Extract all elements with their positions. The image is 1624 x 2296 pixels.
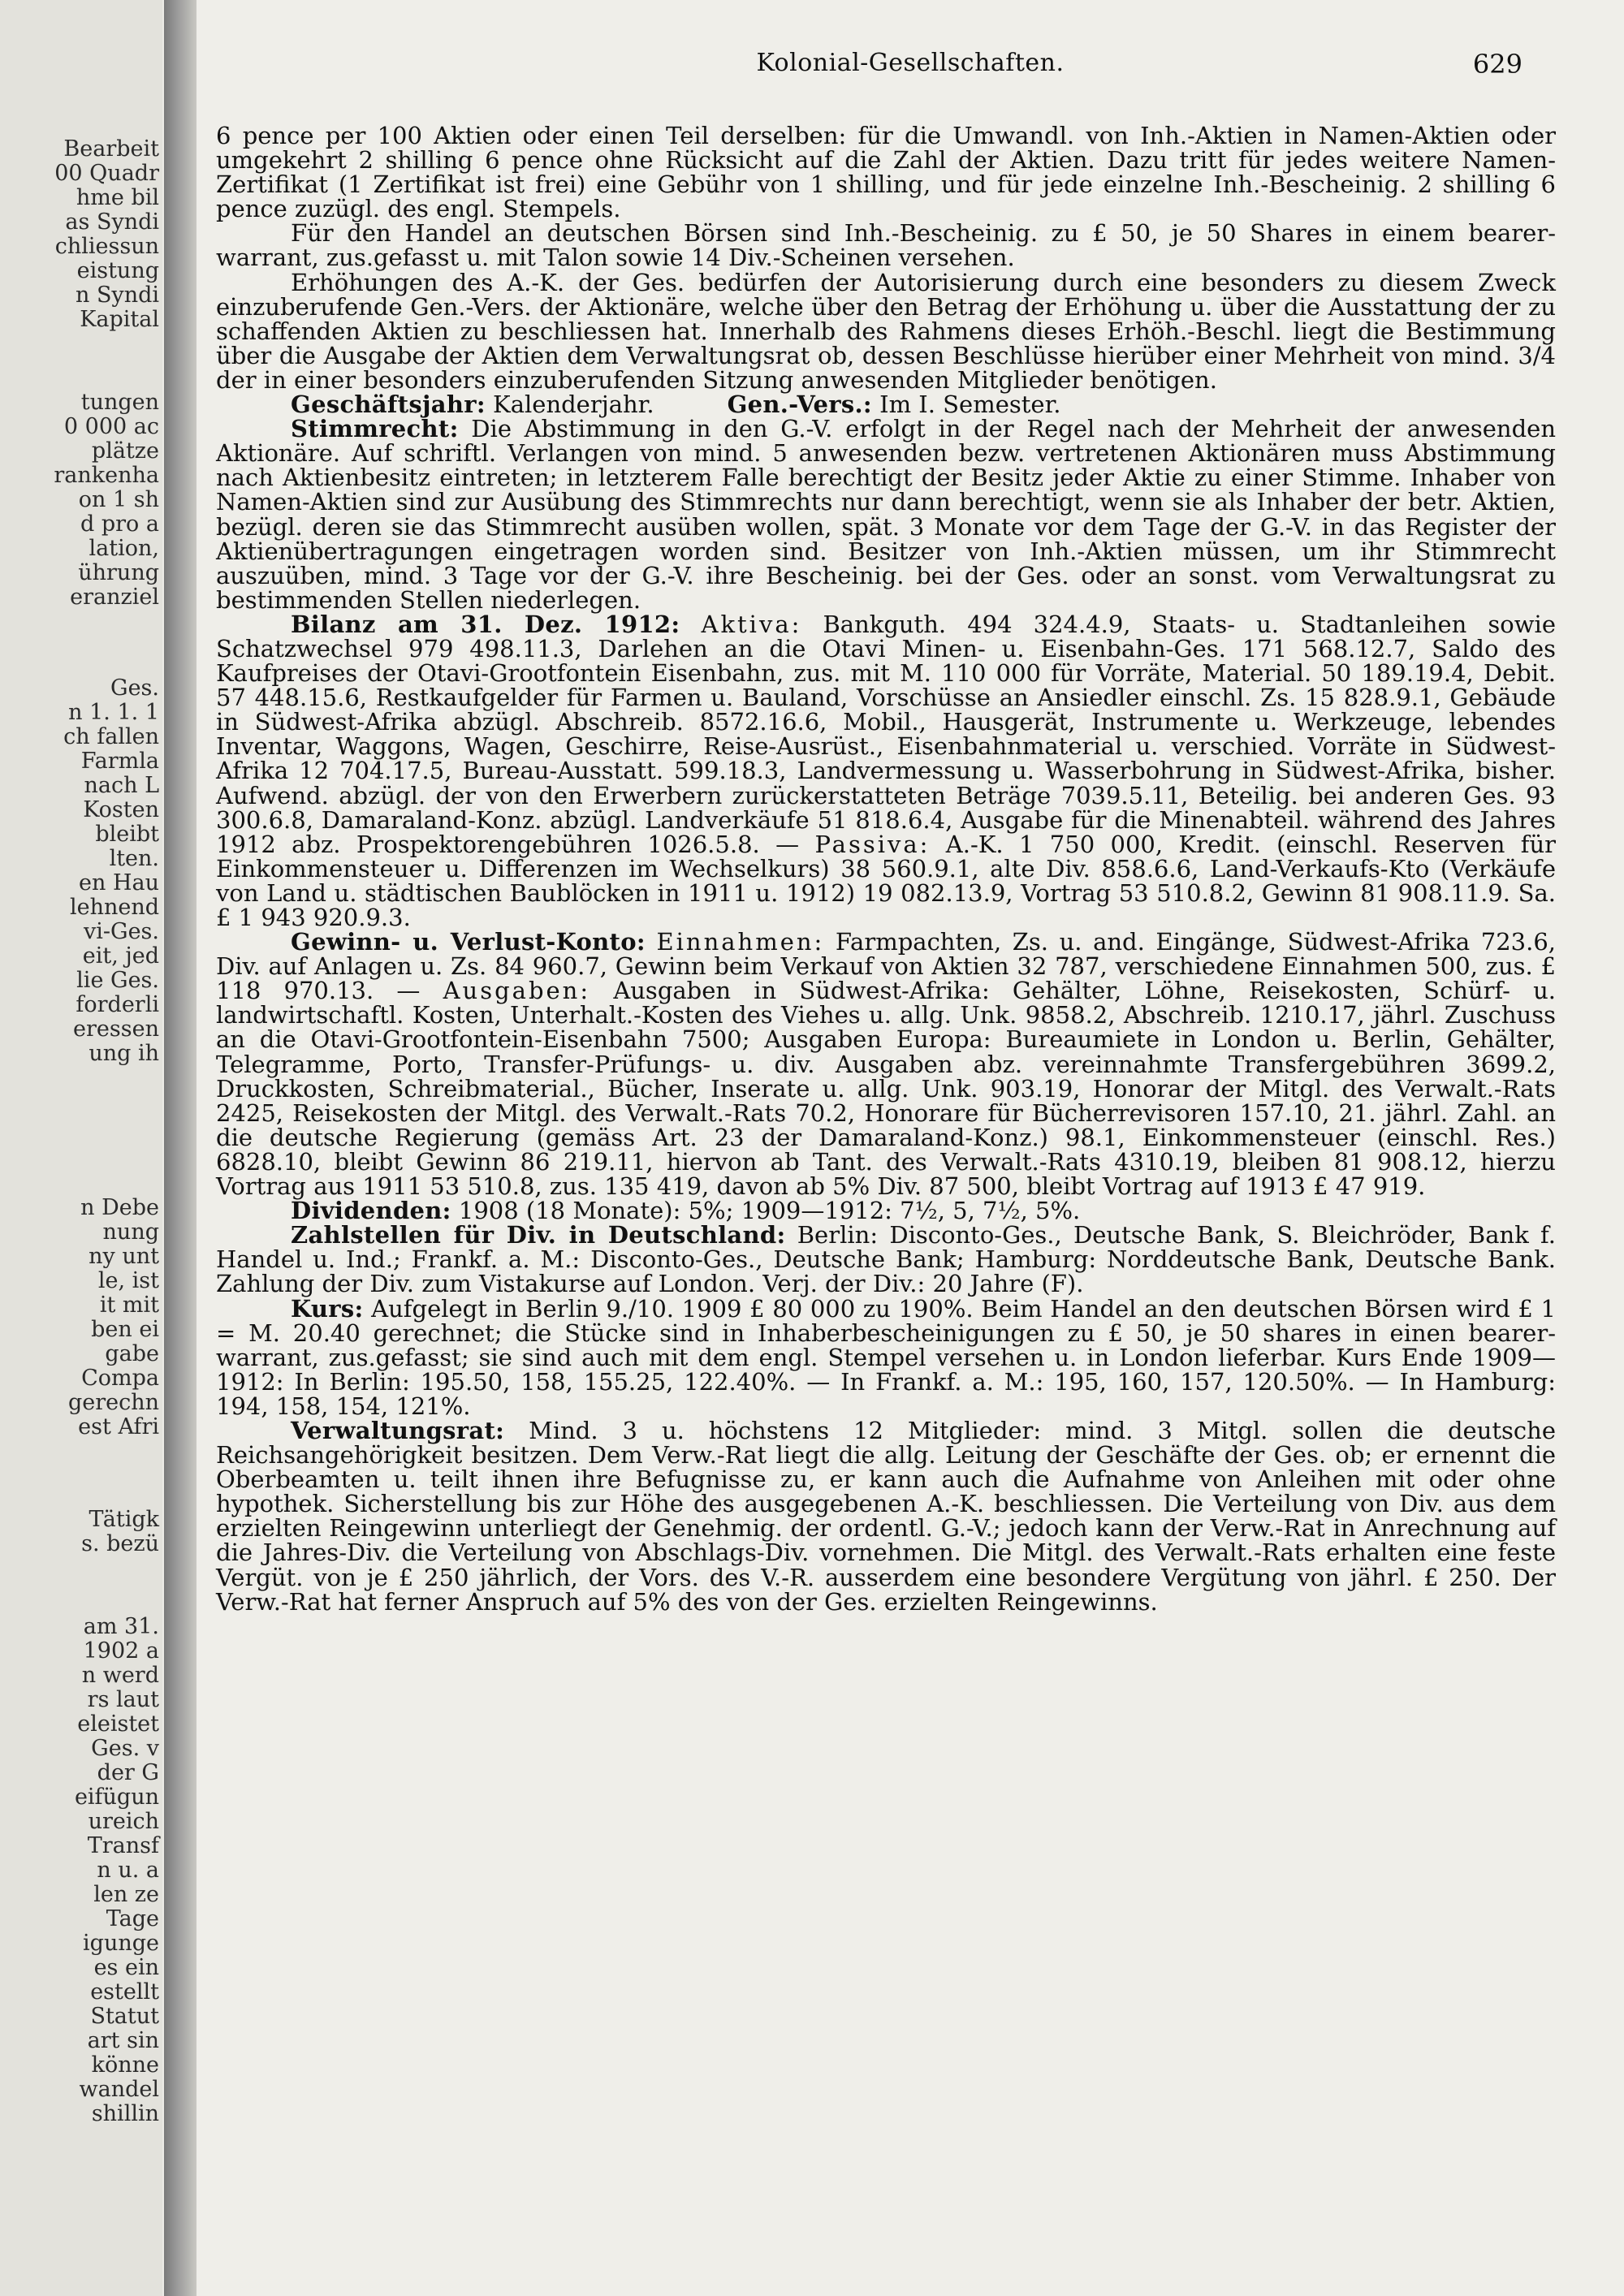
left-page-fragment: nach L — [84, 773, 159, 798]
page-number: 629 — [1472, 49, 1522, 80]
left-page-fragment: igunge — [83, 1931, 159, 1956]
passiva-label: Passiva: — [814, 830, 931, 858]
left-page-fragment: n werd — [81, 1663, 159, 1688]
left-page-fragment: 0 000 ac — [63, 414, 159, 439]
verwaltungsrat-text: Mind. 3 u. höchstens 12 Mitglieder: mind. 3 Mitgl. sollen die deutsche Reichsangehörigkeit besitzen. Dem Verw.-Rat liegt die allg. Leitung der Geschäfte der Ges. ob; er ernennt die Oberbeamten u. teilt ihnen ihre Befugnisse zu, er kann auch die Aufnahme von Anleihen mit oder ohne hypothek. Sicherstellung bis zur Höhe des ausgegebenen A.-K. beschliessen. Die Verteilung von Div. aus dem erzielten Reingewinn unterliegt der Genehmig. der ordentl. G.-V.; jedoch kann der Verw.-Rat in Anrechnung auf die Jahres-Div. die Verteilung von Abschlags-Div. vornehmen. Die Mitgl. des Verwalt.-Rats erhalten eine feste Vergüt. von je £ 250 jährlich, der Vors. des V.-R. ausserdem eine besondere Vergütung von jährl. £ 250. Der Verw.-Rat hat ferner Anspruch auf 5% des von der Ges. erzielten Reingewinns. — [216, 1416, 1557, 1616]
left-page-fragment: tungen — [80, 390, 159, 415]
left-page-fragment: gabe — [105, 1341, 159, 1366]
left-page-fragment: ureich — [88, 1809, 159, 1834]
left-page-fragment: lehnend — [69, 895, 159, 920]
left-page-fragment: nung — [102, 1219, 159, 1245]
running-header — [197, 49, 1624, 84]
left-page-fragment: on 1 sh — [78, 487, 159, 512]
aktiva-label: Aktiva: — [701, 610, 802, 638]
left-page-fragment: lie Ges. — [76, 968, 159, 993]
left-page-fragment: ben ei — [91, 1317, 159, 1342]
section-zahlstellen — [216, 1223, 1556, 1296]
section-dividenden — [216, 1198, 1556, 1223]
ausgaben-label: Ausgaben: — [443, 977, 591, 1005]
left-page-fragment: eit, jed — [82, 943, 159, 969]
left-page-fragment: Farmla — [80, 749, 159, 774]
page-title: Kolonial-Gesellschaften. — [756, 49, 1065, 77]
left-page-fragment: le, ist — [97, 1268, 159, 1293]
kurs-text: Aufgelegt in Berlin 9./10. 1909 £ 80 000 zu 190%. Beim Handel an den deutschen Börsen wird £ 1 = M. 20.40 gerechnet; die Stücke sind in Inhaberbescheinigungen zu £ 50, je 50 shares in einen bearer-warrant, zus.gefasst; sie sind auch mit dem engl. Stempel versehen u. in London lieferbar. Kurs Ende 1909—1912: In Berlin: 195.50, 158, 155.25, 122.40%. — In Frankf. a. M.: 195, 160, 157, 120.50%. — In Hamburg: 194, 158, 154, 121%. — [216, 1294, 1557, 1420]
gewinn-label: Gewinn- u. Verlust-Konto: — [291, 928, 646, 956]
left-page-fragment: Statut — [90, 2004, 159, 2029]
left-page-fragment: vi-Ges. — [84, 919, 159, 944]
bilanz-label: Bilanz am 31. Dez. 1912: — [291, 610, 680, 638]
left-page-fragment: n Debe — [80, 1195, 159, 1220]
left-page-fragment: ch fallen — [63, 724, 159, 749]
kurs-label: Kurs: — [291, 1294, 364, 1323]
genvers-label: Gen.-Vers.: — [727, 391, 872, 419]
left-page-fragment: wandel — [79, 2077, 159, 2102]
section-geschaeftsjahr — [216, 391, 1556, 419]
left-page-fragment: forderli — [76, 992, 159, 1017]
left-page-fragment: eistung — [76, 258, 159, 283]
left-page-fragment: as Syndi — [65, 209, 159, 235]
left-page-fragment: bleibt — [95, 822, 159, 847]
left-page-fragment: ührung — [78, 560, 159, 585]
section-gewinn — [216, 928, 1557, 1201]
left-page-fragment: eressen — [73, 1016, 159, 1042]
left-page-fragment: Tage — [106, 1906, 159, 1931]
left-page-fragment: gerechn — [67, 1390, 159, 1415]
left-page-fragment: ny unt — [89, 1244, 159, 1269]
stimmrecht-text: Die Abstimmung in den G.-V. erfolgt in der Regel nach der Mehrheit der anwesenden Aktionäre. Auf schriftl. Verlangen von mind. 5 anwesenden bezw. vertretenen Aktionären muss Abstimmung nach Aktienbesitz eintreten; in letzterem Falle berechtigt der Besitz jeder Aktie zu einer Stimme. Inhaber von Namen-Aktien sind zur Ausübung des Stimmrechts nur dann berechtigt, wenn sie als Inhaber der betr. Aktien, bezügl. deren sie das Stimmrecht ausüben wollen, spät. 3 Monate vor dem Tage der G.-V. in das Register der Aktienübertragungen eingetragen worden sind. Besitzer von Inh.-Aktien müssen, um ihr Stimmrecht auszuüben, mind. 3 Tage vor der G.-V. ihre Bescheinig. bei der Ges. oder an sonst. vom Verwaltungsrat zu bestimmenden Stellen niederlegen. — [216, 415, 1557, 614]
article-body — [216, 123, 1556, 1614]
left-page-fragment: Kapital — [80, 307, 159, 332]
paragraph-fees: 6 pence per 100 Aktien oder einen Teil derselben: für die Umwandl. von Inh.-Aktien in Namen-Aktien oder umgekehrt 2 shilling 6 pence ohne Rücksicht auf die Zahl der Aktien. Dazu tritt für jedes weitere Namen-Zertifikat (1 Zertifikat ist frei) eine Gebühr von 1 shilling, und für jede einzelne Inh.-Bescheinig. 2 shilling 6 pence zuzügl. des engl. Stempels. — [216, 122, 1556, 223]
left-page-fragment: chliessun — [54, 234, 159, 259]
section-kurs — [216, 1294, 1557, 1420]
left-page-fragment: Tätigk — [89, 1507, 159, 1532]
aktiva-text: Bankguth. 494 324.4.9, Staats- u. Stadtanleihen sowie Schatzwechsel 979 498.11.3, Darlehen an die Otavi Minen- u. Eisenbahn-Ges. 171 568.12.7, Saldo des Kaufpreises der Otavi-Grootfontein Eisenbahn, zus. mit M. 110 000 für Vorräte, Material. 50 189.19.4, Debit. 57 448.15.6, Restkaufgelder für Farmen u. Bauland, Vorschüsse an Ansiedler einschl. Zs. 15 828.9.1, Gebäude in Südwest-Afrika abzügl. Abschreib. 8572.16.6, Mobil., Hausgerät, Instrumente u. Werkzeuge, lebendes Inventar, Waggons, Wagen, Geschirre, Reise-Ausrüst., Eisenbahnmaterial u. verschied. Vorräte in Südwest-Afrika 12 704.17.5, Bureau-Ausstatt. 599.18.3, Landvermessung u. Wasserbohrung in Südwest-Afrika, bisher. Aufwend. abzügl. der von den Erwerbern zurückerstatteten Beträge 7039.5.11, Beteilig. bei anderen Ges. 93 300.6.8, Damaraland-Konz. abzügl. Landverkäufe 51 818.6.4, Ausgabe für die Minenabteil. während des Jahres 1912 abz. Prospektorengebühren 1026.5.8. — — [216, 610, 1556, 858]
right-page — [197, 0, 1624, 2296]
dividenden-label: Dividenden: — [291, 1197, 451, 1225]
section-verwaltungsrat — [216, 1418, 1556, 1614]
left-page-fragment: 1902 a — [83, 1638, 159, 1664]
left-page-fragment: eranziel — [70, 585, 159, 610]
paragraph-erhoehungen: Erhöhungen des A.-K. der Ges. bedürfen der Autorisierung durch eine besonders zu diesem Zweck einzuberufende Gen.-Vers. der Aktionäre, welche über den Betrag der Erhöhung u. über die Ausstattung der zu schaffenden Aktien zu beschliessen hat. Innerhalb des Rahmens dieses Erhöh.-Beschl. liegt die Bestimmung über die Ausgabe der Aktien dem Verwaltungsrat ob, dessen Beschlüsse hierüber einer Mehrheit von mind. 3/4 der in einer besonders einzuberufenden Sitzung anwesenden Mitglieder benötigen. — [216, 268, 1556, 394]
paragraph-boersen: Für den Handel an deutschen Börsen sind Inh.-Bescheinig. zu £ 50, je 50 Shares in einem bearer-warrant, zus.gefasst u. mit Talon sowie 14 Div.-Scheinen versehen. — [216, 219, 1556, 272]
left-page-fragment: Bearbeit — [63, 136, 159, 162]
dividenden-text: 1908 (18 Monate): 5%; 1909—1912: 7½, 5, 7½, 5%. — [458, 1197, 1081, 1225]
left-page-fragment: it mit — [99, 1293, 159, 1318]
section-bilanz — [216, 612, 1556, 930]
passiva-text: A.-K. 1 750 000, Kredit. (einschl. Reserven für Einkommensteuer u. Differenzen im Wechselkurs) 38 560.9.1, alte Div. 858.6.6, Land-Verkaufs-Kto (Verkäufe von Land u. städtischen Baublöcken in 1911 u. 1912) 19 082.13.9, Vortrag 53 510.8.2, Gewinn 81 908.11.9. Sa. £ 1 943 920.9.3. — [216, 830, 1556, 931]
left-page-fragment: Compa — [81, 1366, 159, 1391]
left-page-fragment: shillin — [91, 2101, 159, 2126]
zahlstellen-label: Zahlstellen für Div. in Deutschland: — [291, 1221, 786, 1249]
left-page-fragment: n Syndi — [75, 283, 159, 308]
left-page-fragment: könne — [91, 2052, 159, 2078]
left-page-fragment: rankenha — [54, 463, 159, 488]
left-page-fragment: n 1. 1. 1 — [68, 700, 159, 725]
left-page-margin — [0, 0, 162, 2296]
left-page-fragment: Ges. v — [91, 1736, 159, 1761]
left-page-fragment: ung ih — [89, 1041, 159, 1066]
left-page-fragment: n u. a — [97, 1858, 159, 1883]
verwaltungsrat-label: Verwaltungsrat: — [291, 1416, 505, 1444]
geschaeftsjahr-label: Geschäftsjahr: — [291, 391, 486, 419]
zahlstellen-text: Berlin: Disconto-Ges., Deutsche Bank, S. Bleichröder, Bank f. Handel u. Ind.; Frankf. a. M.: Disconto-Ges., Deutsche Bank; Hamburg: Norddeutsche Bank, Deutsche Bank. Zahlung der Div. zum Vistakurse auf London. Verj. der Div.: 20 Jahre (F). — [216, 1221, 1556, 1298]
section-stimmrecht — [216, 416, 1556, 612]
left-page-fragment: Transf — [87, 1833, 159, 1858]
left-page-fragment: am 31. — [83, 1614, 159, 1639]
left-page-fragment: len ze — [93, 1882, 159, 1907]
left-page-fragment: est Afri — [78, 1414, 159, 1439]
left-page-fragment: Kosten — [83, 797, 159, 822]
left-page-fragment: en Hau — [79, 870, 159, 896]
left-page-fragment: lten. — [109, 846, 159, 871]
book-gutter — [164, 0, 197, 2296]
ausgaben-text: Ausgaben in Südwest-Afrika: Gehälter, Löhne, Reisekosten, Schürf- u. landwirtschaftl. Kosten, Unterhalt.-Kosten des Viehes u. allg. Unk. 9858.2, Abschreib. 1210.17, jährl. Zuschuss an die Otavi-Grootfontein-Eisenbahn 7500; Ausgaben Europa: Bureaumiete in London u. Berlin, Gehälter, Telegramme, Porto, Transfer-Prüfungs- u. div. Ausgaben abz. vereinnahmte Transfergebühren 3699.2, Druckkosten, Schreibmaterial., Bücher, Inserate u. allg. Unk. 903.19, Honorar der Mitgl. des Verwalt.-Rats 2425, Reisekosten der Mitgl. des Verwalt.-Rats 70.2, Honorare für Bücherrevisoren 157.10, 21. jährl. Zahl. an die deutsche Regierung (gemäss Art. 23 der Damaraland-Konz.) 98.1, Einkommensteuer (einschl. Res.) 6828.10, bleibt Gewinn 86 219.11, hiervon ab Tant. des Verwalt.-Rats 4310.19, bleiben 81 908.12, hierzu Vortrag aus 1911 53 510.8, zus. 135 419, davon ab 5% Div. 87 500, bleibt Vortrag auf 1913 £ 47 919. — [216, 977, 1557, 1201]
genvers-value: Im I. Semester. — [879, 391, 1061, 419]
left-page-fragment: 00 Quadr — [54, 161, 159, 186]
left-page-fragment: eifügun — [74, 1785, 159, 1810]
stimmrecht-label: Stimmrecht: — [291, 415, 459, 443]
left-page-fragment: estellt — [90, 1979, 159, 2005]
einnahmen-label: Einnahmen: — [656, 928, 825, 956]
left-page-fragment: es ein — [93, 1955, 159, 1980]
left-page-fragment: rs laut — [87, 1687, 159, 1712]
left-page-fragment: s. bezü — [81, 1531, 159, 1556]
left-page-fragment: d pro a — [80, 511, 159, 537]
geschaeftsjahr-value: Kalenderjahr. — [493, 391, 654, 419]
left-page-fragment: lation, — [89, 536, 159, 561]
einnahmen-text: Farmpachten, Zs. u. and. Eingänge, Südwest-Afrika 723.6, Div. auf Anlagen u. Zs. 84 960.7, Gewinn beim Verkauf von Aktien 32 787, verschiedene Einnahmen 500, zus. £ 118 970.13. — — [216, 928, 1556, 1005]
left-page-fragment: Ges. — [110, 675, 159, 701]
left-page-fragment: eleistet — [77, 1711, 159, 1737]
left-page-fragment: hme bil — [76, 185, 159, 210]
left-page-fragment: der G — [97, 1760, 159, 1785]
left-page-fragment: art sin — [87, 2028, 159, 2053]
left-page-fragment: plätze — [91, 438, 159, 464]
